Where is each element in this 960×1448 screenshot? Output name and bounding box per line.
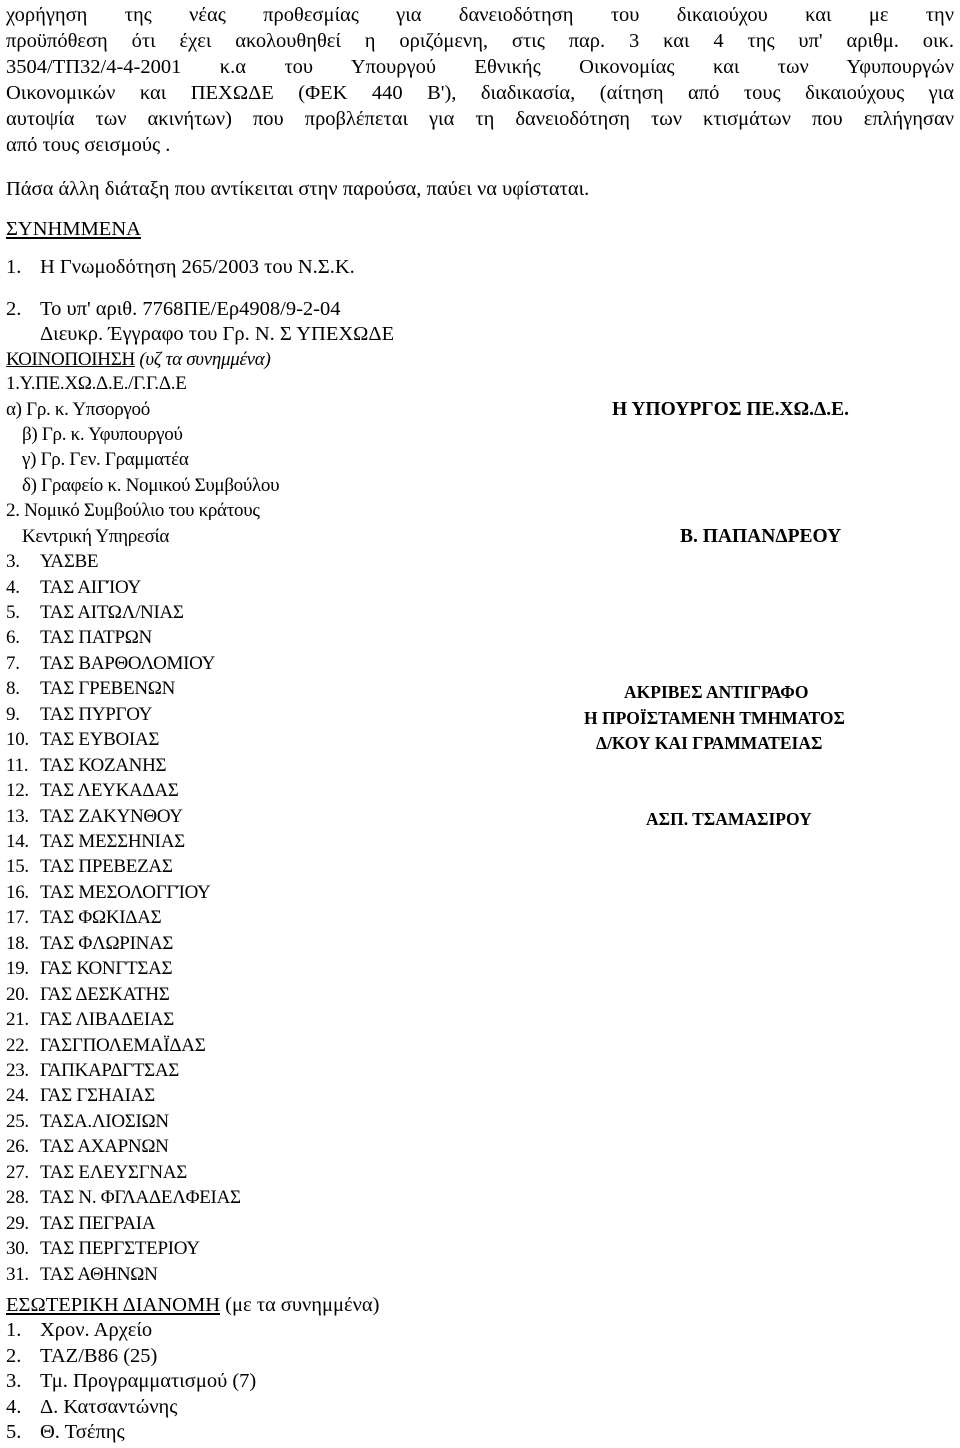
notification-list-item [6, 854, 173, 880]
list-number: 9. [6, 703, 20, 725]
notification-list-item [6, 1083, 155, 1109]
list-number: 17. [6, 907, 29, 929]
list-number: 20. [6, 983, 29, 1005]
list-text: ΤΑΣ ΕΛΕΥΣΓΝΑΣ [40, 1161, 187, 1183]
list-text: ΤΑΣ ΒΑΡΘΟΛΟΜΙΟΥ [40, 652, 216, 674]
notification-item: 2. Νομικό Συμβούλιο του κράτους [6, 500, 260, 521]
notification-list-item [6, 880, 210, 906]
list-text: ΤΑΣ ΠΕΓΡΑΙΑ [40, 1212, 156, 1234]
list-number: 1. [6, 1319, 22, 1341]
notification-list-item [6, 549, 98, 575]
notification-list-item [6, 905, 161, 931]
notification-list-item [6, 1211, 155, 1237]
list-number: 29. [6, 1212, 29, 1234]
list-number: 12. [6, 780, 29, 801]
list-number: 21. [6, 1009, 29, 1031]
list-text: ΓΑΣ ΓΣΗΑΙΑΣ [40, 1085, 155, 1107]
list-text: ΤΑΣ ΜΕΣΣΗΝΙΑΣ [40, 831, 185, 852]
paragraph-line: προϋπόθεση ότι έχει ακολουθηθεί η οριζόμενη, στις παρ. 3 και 4 της υπ' αριθμ. οικ. [6, 30, 954, 52]
list-text: ΤΑΣ ΑΙΤΩΛ/ΝΙΑΣ [40, 601, 184, 623]
notification-list-item [6, 625, 152, 651]
list-number: 22. [6, 1034, 29, 1056]
list-text: ΤΑΖ/Β86 (25) [40, 1344, 158, 1367]
attachment-number: 2. [6, 298, 22, 320]
notification-sub: γ) Γρ. Γεν. Γραμματέα [22, 449, 189, 470]
paragraph-line: χορήγηση της νέας προθεσμίας για δανειοδότηση του δικαιούχου και με την [6, 4, 954, 26]
list-number: 6. [6, 627, 20, 649]
list-text: ΤΑΣ ΠΥΡΓΟΥ [40, 703, 153, 725]
list-number: 3. [6, 1370, 22, 1393]
list-text: ΤΑΣΑ.ΛΙΟΣΙΩΝ [40, 1110, 169, 1132]
list-text: ΤΑΣ ΛΕΥΚΑΔΑΣ [40, 780, 179, 801]
list-text: ΤΑΣ ΑΘΗΝΩΝ [40, 1263, 158, 1285]
list-text: ΓΑΣ ΚΟΝΓΤΣΑΣ [40, 958, 173, 980]
notification-list-item [6, 1134, 169, 1160]
notification-list-item [6, 804, 183, 830]
attachment-number: 1. [6, 256, 22, 278]
list-text: ΤΑΣ ΦΛΩΡΙΝΑΣ [40, 932, 174, 954]
attachment-text: Η Γνωμοδότηση 265/2003 του Ν.Σ.Κ. [40, 256, 355, 278]
list-text: Χρον. Αρχείο [40, 1319, 153, 1341]
list-number: 13. [6, 805, 29, 827]
list-number: 5. [6, 601, 20, 623]
attachment-continuation: Διευκρ. Έγγραφο του Γρ. Ν. Σ ΥΠΕΧΩΔΕ [40, 323, 395, 345]
copy-label: ΑΚΡΙΒΕΣ ΑΝΤΙΓΡΑΦΟ [624, 682, 809, 702]
list-text: ΤΑΣ ΚΟΖΑΝΗΣ [40, 754, 167, 776]
paragraph-line: Οικονομικών και ΠΕΧΩΔΕ (ΦΕΚ 440 Β'), διαδικασία, (αίτηση από τους δικαιούχους για [6, 82, 954, 104]
paragraph-line: από τους σεισμούς . [6, 134, 171, 156]
list-text: ΤΑΣ ΠΑΤΡΩΝ [40, 627, 152, 649]
list-text: ΤΑΣ ΑΧΑΡΝΩΝ [40, 1136, 169, 1158]
list-number: 30. [6, 1238, 29, 1260]
internal-list-item [6, 1394, 177, 1420]
list-number: 4. [6, 1395, 22, 1418]
paragraph-line: 3504/ΤΠ32/4-4-2001 κ.α του Υπουργού Εθνικής Οικονομίας και των Υφυπουργών [6, 56, 954, 78]
notification-list-item [6, 1007, 174, 1033]
notification-heading-line [6, 347, 271, 373]
notification-list-item [6, 600, 184, 626]
notification-item-sub: Κεντρική Υπηρεσία [22, 526, 169, 547]
list-number: 5. [6, 1421, 22, 1444]
list-number: 31. [6, 1263, 29, 1285]
internal-list-item [6, 1317, 152, 1343]
list-number: 19. [6, 958, 29, 980]
list-number: 4. [6, 576, 20, 598]
notification-list-item [6, 1160, 187, 1186]
list-number: 10. [6, 729, 29, 751]
list-number: 14. [6, 831, 29, 852]
section-head-line2: Δ/ΚΟΥ ΚΑΙ ΓΡΑΜΜΑΤΕΙΑΣ [596, 733, 823, 753]
internal-list-item [6, 1368, 256, 1394]
list-number: 18. [6, 932, 29, 954]
notification-list-item [6, 931, 173, 957]
notification-first: 1.Υ.ΠΕ.ΧΩ.Δ.Ε./Γ.Γ.Δ.Ε [6, 373, 187, 394]
list-text: Δ. Κατσαντώνης [40, 1395, 178, 1418]
list-text: ΥΑΣΒΕ [40, 551, 99, 572]
attachment-text: Το υπ' αριθ. 7768ΠΕ/Ερ4908/9-2-04 [40, 298, 341, 320]
attachment-item [6, 296, 340, 322]
list-number: 26. [6, 1136, 29, 1158]
notification-sub: δ) Γραφείο κ. Νομικού Συμβούλου [22, 475, 280, 496]
list-number: 25. [6, 1110, 29, 1132]
section-head-line1: Η ΠΡΟΪΣΤΑΜΕΝΗ ΤΜΗΜΑΤΟΣ [584, 708, 845, 728]
list-number: 15. [6, 856, 29, 878]
notification-list-item [6, 651, 215, 677]
notification-heading: ΚΟΙΝΟΠΟΙΗΣΗ [6, 349, 135, 370]
notification-list-item [6, 702, 152, 728]
list-text: ΤΑΣ ΖΑΚΥΝΘΟΥ [40, 805, 183, 827]
notification-list-item [6, 727, 159, 753]
notification-list-item [6, 1033, 205, 1059]
list-text: ΓΑΣ ΔΕΣΚΑΤΗΣ [40, 983, 170, 1005]
list-number: 23. [6, 1060, 29, 1081]
internal-heading-line [6, 1292, 379, 1318]
list-text: ΤΑΣ ΜΕΣΟΛΟΓΓΊΟΥ [40, 881, 211, 903]
signature-title: Η ΥΠΟΥΡΓΟΣ ΠΕ.ΧΩ.Δ.Ε. [612, 399, 850, 420]
list-text: ΓΑΠΚΑΡΔΓΤΣΑΣ [40, 1060, 180, 1081]
notification-list-item [6, 575, 141, 601]
notification-list-item [6, 956, 172, 982]
list-number: 11. [6, 754, 29, 776]
notification-list-item [6, 778, 179, 804]
notification-list-item [6, 829, 185, 855]
list-text: ΤΑΣ ΕΥΒΟΙΑΣ [40, 729, 160, 751]
paragraph-line: αυτοψία των ακινήτων) που προβλέπεται για τη δανειοδότηση των κτισμάτων που επλήγησαν [6, 108, 954, 130]
list-number: 2. [6, 1344, 22, 1367]
notification-list-item [6, 1262, 158, 1288]
internal-list-item [6, 1343, 157, 1369]
notification-list-item [6, 1236, 200, 1262]
list-number: 27. [6, 1161, 29, 1183]
notification-list-item [6, 1185, 241, 1211]
internal-note: (με τα συνημμένα) [225, 1294, 380, 1316]
notification-list-item [6, 753, 166, 779]
list-text: ΤΑΣ ΠΡΕΒΕΖΑΣ [40, 856, 173, 878]
notification-list-item [6, 1109, 169, 1135]
list-text: ΓΑΣ ΛΙΒΑΔΕΙΑΣ [40, 1009, 175, 1031]
list-text: ΤΑΣ ΦΩΚΙΔΑΣ [40, 907, 162, 929]
list-text: ΓΑΣΓΠΟΛΕΜΑΪΔΑΣ [40, 1034, 206, 1056]
list-number: 3. [6, 551, 20, 572]
attachments-heading: ΣΥΝΗΜΜΕΝΑ [6, 218, 141, 240]
section-head-name: ΑΣΠ. ΤΣΑΜΑΣΙΡΟΥ [646, 809, 812, 829]
notification-sub: α) Γρ. κ. Υπσοργοό [6, 399, 150, 420]
notification-list-item [6, 676, 175, 702]
list-text: ΤΑΣ ΓΡΕΒΕΝΩΝ [40, 678, 176, 700]
list-text: ΤΑΣ ΠΕΡΓΣΤΕΡΙΟΥ [40, 1238, 200, 1260]
signature-name: Β. ΠΑΠΑΝΔΡΕΟΥ [680, 526, 842, 547]
repeal-clause: Πάσα άλλη διάταξη που αντίκειται στην παρούσα, παύει να υφίσταται. [6, 178, 590, 200]
internal-heading: ΕΣΩΤΕΡΙΚΗ ΔΙΑΝΟΜΗ [6, 1294, 221, 1316]
attachment-item [6, 254, 355, 280]
list-number: 28. [6, 1187, 29, 1209]
list-text: Τμ. Προγραμματισμού (7) [40, 1370, 257, 1393]
internal-list-item [6, 1419, 125, 1445]
list-number: 24. [6, 1085, 29, 1107]
list-number: 8. [6, 678, 20, 700]
list-text: ΤΑΣ Ν. ΦΓΛΑΔΕΛΦΕΙΑΣ [40, 1187, 241, 1209]
notification-note: (υζ τα συνημμένα) [139, 349, 271, 370]
notification-list-item [6, 982, 170, 1008]
list-number: 7. [6, 652, 20, 674]
list-number: 16. [6, 881, 29, 903]
list-text: ΤΑΣ ΑΙΓΊΟΥ [40, 576, 141, 598]
notification-sub: β) Γρ. κ. Υφυπουργού [22, 424, 183, 445]
notification-list-item [6, 1058, 179, 1084]
list-text: Θ. Τσέπης [40, 1421, 125, 1444]
